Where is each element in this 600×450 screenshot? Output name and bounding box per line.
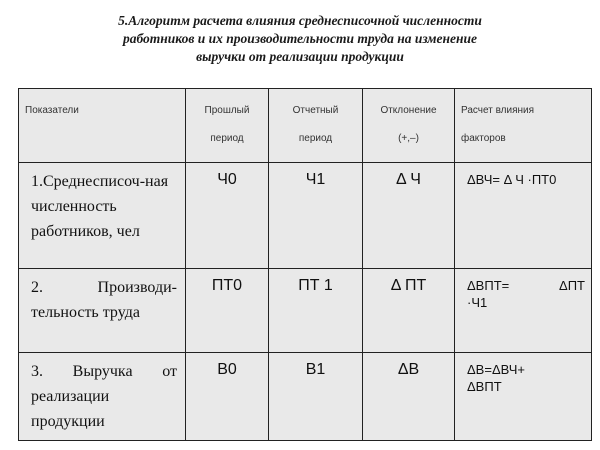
title-line-2: работников и их производительности труда на изменение xyxy=(122,31,478,46)
header-report-period xyxy=(269,89,363,163)
row-1-indicator: 1.Среднесписоч-ная численность работников, чел xyxy=(19,163,186,269)
row-3-past: В0 xyxy=(186,353,269,441)
row-1-past: Ч0 xyxy=(186,163,269,269)
header-dev-line1: Отклонение xyxy=(380,105,437,116)
header-calculation xyxy=(455,89,592,163)
row-3-calc-formula-c: ΔВПТ xyxy=(467,379,502,394)
row-2-report: ПТ 1 xyxy=(269,269,363,353)
row-2-deviation: Δ ПТ xyxy=(363,269,455,353)
header-report-line2: период xyxy=(298,133,333,144)
header-past-line1: Прошлый xyxy=(204,105,250,116)
table-row xyxy=(19,353,592,441)
row-2-calc-formula-a: ΔВПТ= xyxy=(467,278,510,293)
row-3-report: В1 xyxy=(269,353,363,441)
header-calc-line2: факторов xyxy=(461,133,506,144)
row-3-calculation xyxy=(455,353,592,441)
row-2-past: ПТ0 xyxy=(186,269,269,353)
row-1-calc-formula: ΔВЧ= Δ Ч ·ПТ0 xyxy=(467,172,557,187)
header-past-period xyxy=(186,89,269,163)
row-2-calculation xyxy=(455,269,592,353)
row-2-indicator: 2. Производи-тельность труда xyxy=(19,269,186,353)
header-indicator xyxy=(19,89,186,163)
factor-table xyxy=(18,88,592,441)
row-1-deviation: Δ Ч xyxy=(363,163,455,269)
row-3-deviation: ΔВ xyxy=(363,353,455,441)
row-1-report: Ч1 xyxy=(269,163,363,269)
row-2-calc-formula-b: ΔПТ xyxy=(559,278,585,293)
row-3-calc-formula-a: ΔВ=ΔВЧ+ xyxy=(467,362,525,377)
table-background xyxy=(18,88,591,440)
table-row xyxy=(19,269,592,353)
table-row xyxy=(19,163,592,269)
header-past-line2: период xyxy=(210,133,244,144)
row-2-calc-formula-c: ·Ч1 xyxy=(467,295,488,310)
header-indicator-label: Показатели xyxy=(25,105,79,116)
header-deviation xyxy=(363,89,455,163)
header-report-line1: Отчетный xyxy=(292,105,339,116)
document-title xyxy=(30,12,570,66)
row-1-calculation xyxy=(455,163,592,269)
title-line-3: выручки от реализации продукции xyxy=(196,49,404,64)
header-calc-line1: Расчет влияния xyxy=(461,105,535,116)
row-2-calc-line xyxy=(467,277,585,294)
header-dev-line2: (+,–) xyxy=(398,133,419,144)
row-3-indicator: 3. Выручка от реализации продукции xyxy=(19,353,186,441)
title-line-1: 5.Алгоритм расчета влияния среднесписочной численности xyxy=(118,13,482,28)
header-row xyxy=(19,89,592,163)
